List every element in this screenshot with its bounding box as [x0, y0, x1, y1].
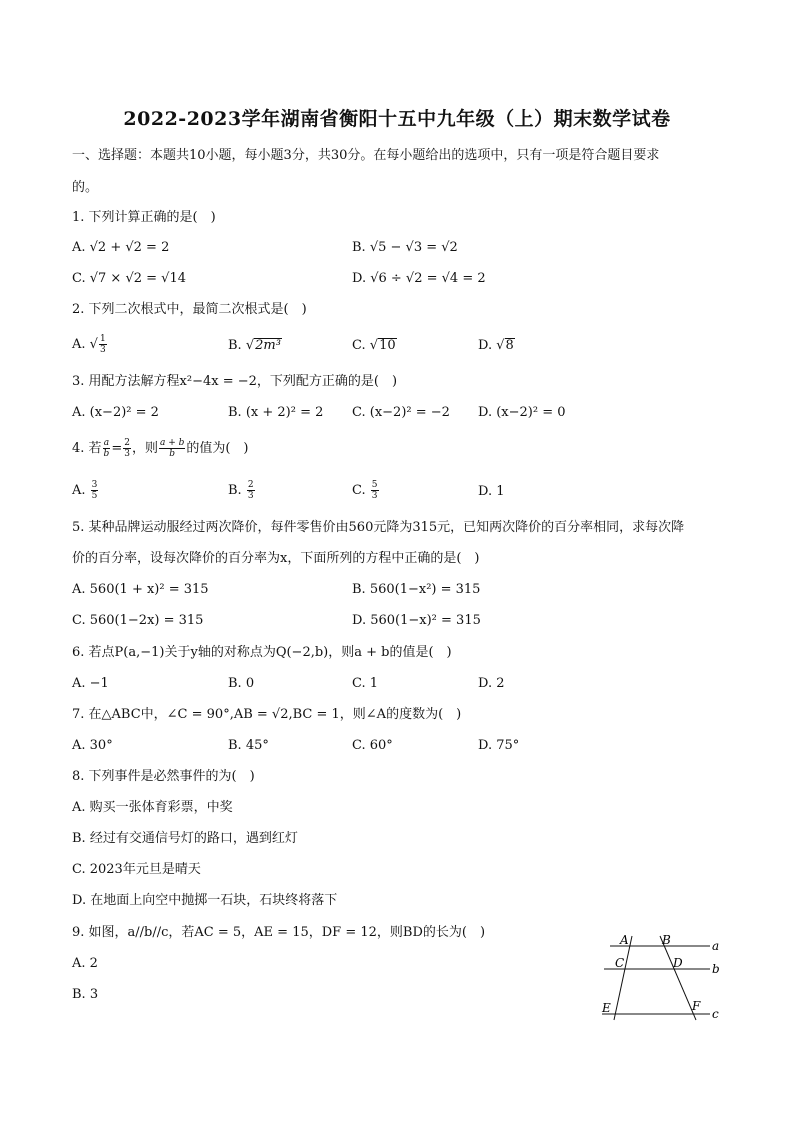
q3-option-c: C. (x−2)² = −2	[352, 405, 450, 420]
q6-stem: 6. 若点P(a,−1)关于y轴的对称点为Q(−2,b)，则a + b的值是( )	[72, 645, 452, 660]
q4-stem-mid: ，则	[131, 441, 158, 456]
q7-option-c: C. 60°	[352, 738, 393, 753]
q4-stem-suffix: 的值为( )	[186, 441, 249, 456]
sqrt-symbol: √	[245, 338, 255, 353]
q8-option-c: C. 2023年元旦是晴天	[72, 862, 201, 877]
fraction-numerator: 5	[371, 480, 378, 490]
q2-option-c	[352, 336, 397, 356]
q7-option-d: D. 75°	[478, 738, 520, 753]
q9-option-b: B. 3	[72, 987, 99, 1002]
label-C: C	[615, 956, 625, 970]
q4-fraction-a-over-b	[103, 438, 111, 459]
fraction-denominator: 3	[124, 449, 130, 459]
sqrt-symbol: √	[89, 337, 98, 352]
q5-option-a: A. 560(1 + x)² = 315	[72, 582, 209, 597]
q8-option-b: B. 经过有交通信号灯的路口，遇到红灯	[72, 831, 298, 846]
q4-option-a-fraction	[91, 480, 99, 501]
q1-option-b: B. √5 − √3 = √2	[352, 240, 458, 255]
q4-stem-prefix: 4. 若	[72, 441, 102, 456]
q3-option-b: B. (x + 2)² = 2	[228, 405, 324, 420]
label-line-b: b	[712, 962, 720, 976]
fraction-numerator: 1	[99, 334, 106, 344]
q2-option-d-radicand: 8	[505, 338, 514, 353]
fraction-numerator: 2	[247, 480, 254, 490]
q2-option-c-radicand: 10	[379, 338, 396, 353]
q4-option-a	[72, 480, 99, 501]
fraction-denominator: 5	[91, 491, 98, 501]
q1-option-d: D. √6 ÷ √2 = √4 = 2	[352, 271, 486, 286]
q8-option-d: D. 在地面上向空中抛掷一石块，石块终将落下	[72, 893, 338, 908]
q4-option-b-fraction	[247, 480, 255, 501]
transversal-bdf	[660, 936, 696, 1020]
page-title: 2022-2023学年湖南省衡阳十五中九年级（上）期末数学试卷	[123, 108, 671, 130]
q6-option-c: C. 1	[352, 676, 379, 691]
q7-option-a: A. 30°	[72, 738, 113, 753]
label-line-c: c	[712, 1007, 719, 1021]
q7-option-b: B. 45°	[228, 738, 269, 753]
q1-option-a: A. √2 + √2 = 2	[72, 240, 170, 255]
label-F: F	[692, 999, 701, 1013]
label-line-a: a	[712, 939, 720, 953]
fraction-denominator: b	[169, 449, 176, 459]
fraction-denominator: b	[103, 449, 110, 459]
label-D: D	[673, 956, 683, 970]
q1-option-c: C. √7 × √2 = √14	[72, 271, 186, 286]
sqrt-symbol: √	[369, 338, 379, 353]
q5-stem-line2: 价的百分率，设每次降价的百分率为x，下面所列的方程中正确的是( )	[72, 551, 480, 566]
q2-option-b	[228, 336, 282, 356]
q2-option-c-label: C.	[352, 338, 366, 353]
q9-stem: 9. 如图，a//b//c，若AC = 5，AE = 15，DF = 12，则BD的长为( )	[72, 925, 486, 940]
q3-stem: 3. 用配方法解方程x²−4x = −2，下列配方正确的是( )	[72, 374, 398, 389]
label-B: B	[662, 933, 671, 947]
q1-stem: 1. 下列计算正确的是( )	[72, 210, 216, 225]
q4-option-c-fraction	[371, 480, 379, 501]
section-instructions-line1: 一、选择题：本题共10小题，每小题3分，共30分。在每小题给出的选项中，只有一项是符合题目要求	[72, 148, 660, 163]
q5-option-b: B. 560(1−x²) = 315	[352, 582, 481, 597]
label-E: E	[602, 1001, 611, 1015]
equals-sign: =	[111, 441, 123, 456]
q4-option-a-label: A.	[72, 483, 86, 498]
q2-option-a-label: A.	[72, 337, 86, 352]
q4-stem	[72, 438, 249, 459]
q6-option-a: A. −1	[72, 676, 109, 691]
fraction-numerator: 3	[91, 480, 98, 490]
fraction-denominator: 3	[99, 345, 106, 355]
q3-option-d: D. (x−2)² = 0	[478, 405, 566, 420]
q2-option-b-radicand: 2m³	[255, 338, 281, 353]
q5-option-d: D. 560(1−x)² = 315	[352, 613, 481, 628]
q2-option-b-label: B.	[228, 338, 242, 353]
fraction-numerator: a + b	[159, 438, 185, 448]
q4-fraction-2-over-3	[123, 438, 131, 459]
transversal-ace	[614, 936, 632, 1020]
q2-option-a	[72, 334, 108, 355]
q5-option-c: C. 560(1−2x) = 315	[72, 613, 204, 628]
q4-option-c	[352, 480, 380, 501]
sqrt-symbol: √	[496, 338, 505, 353]
q8-stem: 8. 下列事件是必然事件的为( )	[72, 769, 255, 784]
parallel-lines-figure	[598, 930, 728, 1025]
fraction-numerator: a	[103, 438, 110, 448]
q6-option-d: D. 2	[478, 676, 505, 691]
section-instructions-line2: 的。	[72, 180, 99, 195]
q3-option-a: A. (x−2)² = 2	[72, 405, 159, 420]
q9-option-a: A. 2	[72, 956, 98, 971]
q4-option-c-label: C.	[352, 483, 366, 498]
q2-option-d	[478, 336, 515, 356]
q2-option-d-label: D.	[478, 338, 493, 353]
q2-stem: 2. 下列二次根式中，最简二次根式是( )	[72, 302, 307, 317]
fraction-numerator: 2	[124, 438, 130, 448]
fraction-denominator: 3	[247, 491, 254, 501]
fraction-denominator: 3	[371, 491, 378, 501]
q7-stem: 7. 在△ABC中，∠C = 90°,AB = √2,BC = 1，则∠A的度数为( )	[72, 707, 462, 722]
q4-option-d: D. 1	[478, 484, 505, 499]
q5-stem-line1: 5. 某种品牌运动服经过两次降价，每件零售价由560元降为315元，已知两次降价的百分率相同，求每次降	[72, 520, 685, 535]
q4-fraction-sum-over-b	[159, 438, 185, 459]
q4-option-b-label: B.	[228, 483, 242, 498]
q4-option-b	[228, 480, 256, 501]
q6-option-b: B. 0	[228, 676, 255, 691]
label-A: A	[620, 933, 629, 947]
q2-option-a-fraction	[99, 334, 107, 355]
q8-option-a: A. 购买一张体育彩票，中奖	[72, 800, 233, 815]
